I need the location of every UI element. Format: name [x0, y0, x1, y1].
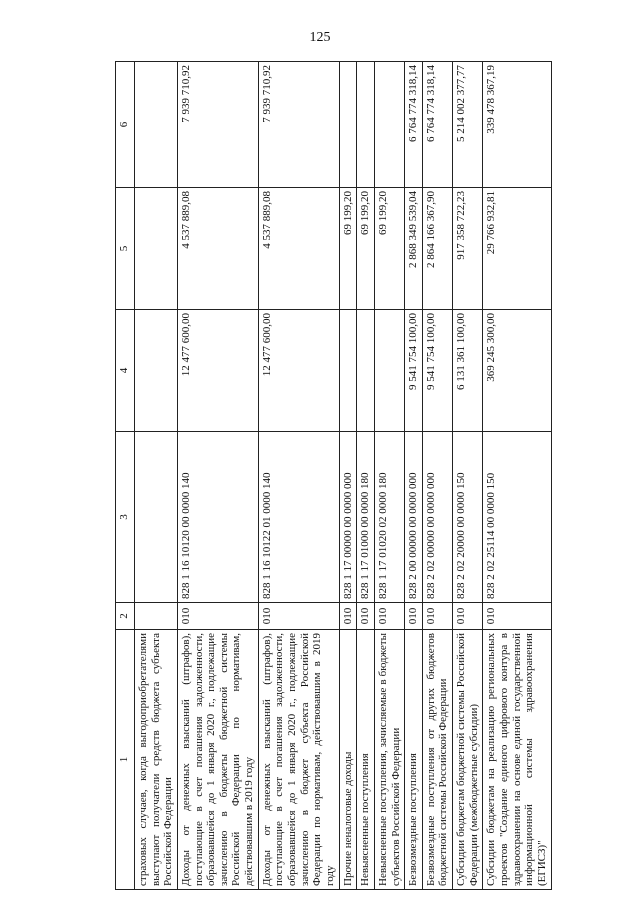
row-remainder-amount-cell: 6 764 774 318,14	[405, 62, 423, 188]
header-cell: 3	[116, 432, 135, 603]
row-budget-code-cell: 828 2 00 00000 00 0000 000	[405, 432, 423, 603]
row-line-code-cell: 010	[177, 603, 258, 630]
row-executed-amount-cell: 917 358 722,23	[453, 188, 483, 310]
row-name-cell: Невыясненные поступления	[357, 630, 375, 890]
row-executed-amount-cell: 2 868 349 539,04	[405, 188, 423, 310]
row-budget-code-cell: 828 1 16 10122 01 0000 140	[258, 432, 339, 603]
row-executed-amount-cell: 4 537 889,08	[177, 188, 258, 310]
row-line-code-cell: 010	[405, 603, 423, 630]
row-budget-code-cell: 828 2 02 00000 00 0000 000	[422, 432, 452, 603]
row-budget-code-cell: 828 1 17 01020 02 0000 180	[374, 432, 404, 603]
table-row	[258, 62, 339, 890]
row-name-cell: Безвозмездные поступления от других бюджетов бюджетной системы Российской Федерации	[422, 630, 452, 890]
table-row	[177, 62, 258, 890]
rotated-table-area	[115, 62, 615, 890]
budget-table	[115, 61, 552, 890]
row-planned-amount-cell: 9 541 754 100,00	[422, 310, 452, 432]
row-name-cell: Субсидии бюджетам бюджетной системы Российской Федерации (межбюджетные субсидии)	[453, 630, 483, 890]
row-executed-amount-cell: 2 864 166 367,90	[422, 188, 452, 310]
header-cell: 2	[116, 603, 135, 630]
row-planned-amount-cell: 9 541 754 100,00	[405, 310, 423, 432]
row-budget-code-cell: 828 2 02 25114 00 0000 150	[483, 432, 551, 603]
row-remainder-amount-cell: 6 764 774 318,14	[422, 62, 452, 188]
row-budget-code-cell: 828 1 17 00000 00 0000 000	[339, 432, 357, 603]
row-name-cell: Доходы от денежных взысканий (штрафов), поступающие в счет погашения задолженности, образовавшейся до 1 января 2020 г., подлежащие зачислению в бюджеты бюджетной системы Российской Федерации по нормативам, действовавшим в 2019 году	[177, 630, 258, 890]
row-planned-amount-cell: 12 477 600,00	[177, 310, 258, 432]
row-budget-code-cell: 828 2 02 20000 00 0000 150	[453, 432, 483, 603]
row-remainder-amount-cell: 7 939 710,92	[177, 62, 258, 188]
row-executed-amount-cell	[135, 188, 178, 310]
table-row	[405, 62, 423, 890]
row-remainder-amount-cell: 5 214 002 377,77	[453, 62, 483, 188]
row-planned-amount-cell	[135, 310, 178, 432]
table-row	[357, 62, 375, 890]
row-line-code-cell: 010	[339, 603, 357, 630]
row-executed-amount-cell: 69 199,20	[339, 188, 357, 310]
row-executed-amount-cell: 4 537 889,08	[258, 188, 339, 310]
row-name-cell: Безвозмездные поступления	[405, 630, 423, 890]
row-name-cell: Невыясненные поступления, зачисляемые в бюджеты субъектов Российской Федерации	[374, 630, 404, 890]
table-row	[135, 62, 178, 890]
row-name-cell: Субсидии бюджетам на реализацию региональных проектов "Создание единого цифрового контура в здравоохранении на основе единой государственной информационной системы здравоохранения (ЕГИСЗ)"	[483, 630, 551, 890]
row-line-code-cell: 010	[374, 603, 404, 630]
row-planned-amount-cell: 369 245 300,00	[483, 310, 551, 432]
row-name-cell: страховых случаев, когда выгодоприобретателями выступают получатели средств бюджета субъекта Российской Федерации	[135, 630, 178, 890]
row-remainder-amount-cell	[357, 62, 375, 188]
row-line-code-cell: 010	[258, 603, 339, 630]
row-planned-amount-cell: 6 131 361 100,00	[453, 310, 483, 432]
row-remainder-amount-cell	[339, 62, 357, 188]
header-cell: 1	[116, 630, 135, 890]
row-remainder-amount-cell: 7 939 710,92	[258, 62, 339, 188]
page-number: 125	[309, 30, 331, 45]
row-planned-amount-cell	[339, 310, 357, 432]
header-cell: 6	[116, 62, 135, 188]
row-remainder-amount-cell: 339 478 367,19	[483, 62, 551, 188]
row-name-cell: Прочие неналоговые доходы	[339, 630, 357, 890]
row-remainder-amount-cell	[135, 62, 178, 188]
row-budget-code-cell	[135, 432, 178, 603]
table-row	[374, 62, 404, 890]
row-planned-amount-cell	[357, 310, 375, 432]
row-remainder-amount-cell	[374, 62, 404, 188]
row-name-cell: Доходы от денежных взысканий (штрафов), поступающие в счет погашения задолженности, образовавшейся до 1 января 2020 г., подлежащие зачислению в бюджет субъекта Российской Федерации по нормативам, действовавшим в 2019 году	[258, 630, 339, 890]
row-planned-amount-cell: 12 477 600,00	[258, 310, 339, 432]
header-row	[116, 62, 135, 890]
table-row	[483, 62, 551, 890]
table-row	[422, 62, 452, 890]
row-executed-amount-cell: 69 199,20	[357, 188, 375, 310]
row-executed-amount-cell: 29 766 932,81	[483, 188, 551, 310]
header-cell: 4	[116, 310, 135, 432]
row-line-code-cell: 010	[483, 603, 551, 630]
table-row	[453, 62, 483, 890]
table-row	[339, 62, 357, 890]
row-line-code-cell: 010	[453, 603, 483, 630]
row-budget-code-cell: 828 1 16 10120 00 0000 140	[177, 432, 258, 603]
row-executed-amount-cell: 69 199,20	[374, 188, 404, 310]
row-line-code-cell: 010	[357, 603, 375, 630]
header-cell: 5	[116, 188, 135, 310]
row-line-code-cell: 010	[422, 603, 452, 630]
row-planned-amount-cell	[374, 310, 404, 432]
row-line-code-cell	[135, 603, 178, 630]
row-budget-code-cell: 828 1 17 01000 00 0000 180	[357, 432, 375, 603]
